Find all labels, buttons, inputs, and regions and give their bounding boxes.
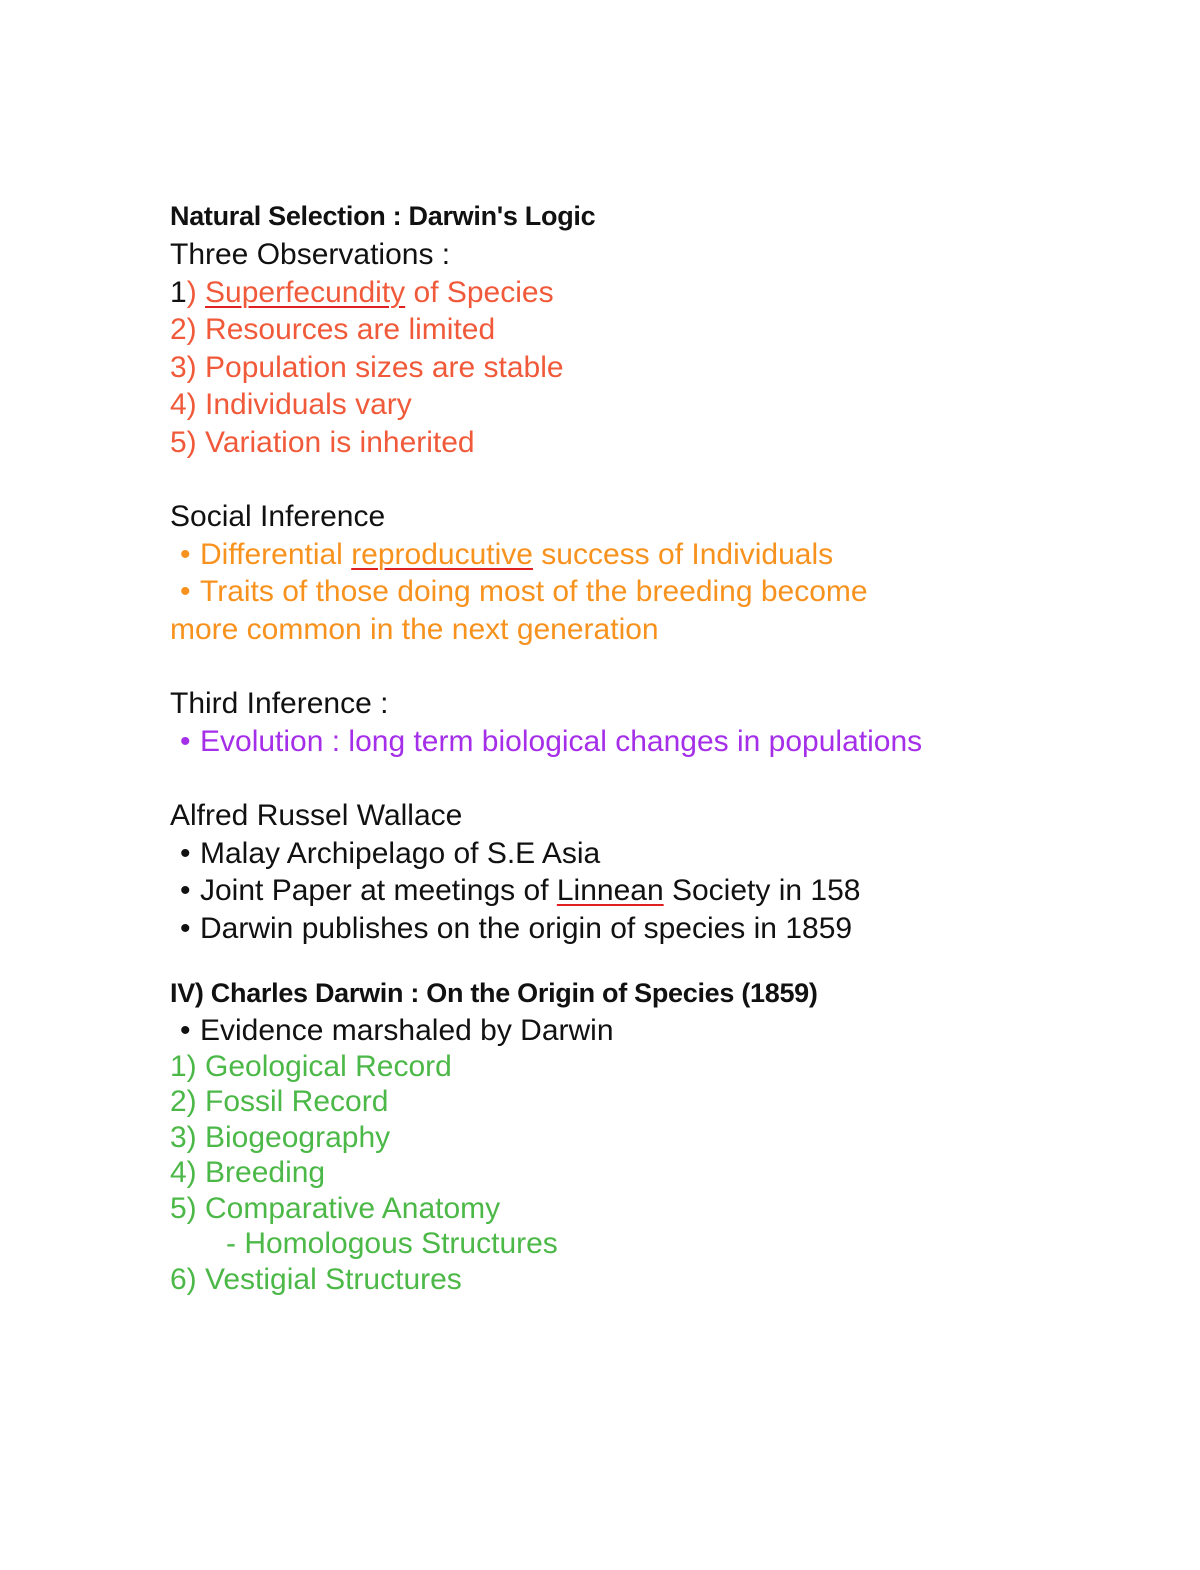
- observation-text: Resources are limited: [205, 313, 496, 346]
- spacer: [170, 648, 1150, 685]
- evidence-item-5: 5) Comparative Anatomy: [170, 1191, 501, 1225]
- bullet-dot: •: [180, 575, 191, 608]
- bullet-text: Joint Paper at meetings of: [200, 874, 557, 907]
- section-title-origin-of-species: IV) Charles Darwin : On the Origin of Species (1859): [170, 978, 818, 1008]
- observation-text: Individuals vary: [205, 388, 412, 421]
- bullet-text: Darwin publishes on the origin of species in 1859: [200, 911, 853, 945]
- observation-item-1: [170, 274, 1150, 312]
- observations-label: Three Observations :: [170, 238, 451, 271]
- evidence-subitem: - Homologous Structures: [226, 1227, 558, 1260]
- evolution-bullet: [170, 723, 1150, 761]
- social-bullet-2-continuation: more common in the next generation: [170, 612, 659, 646]
- bullet-dot: •: [180, 537, 191, 571]
- evidence-item-4: 4) Breeding: [170, 1156, 326, 1189]
- evidence-bullet: [170, 1013, 1150, 1049]
- bullet-dot: •: [180, 1014, 191, 1047]
- section-title-natural-selection: Natural Selection : Darwin's Logic: [170, 201, 596, 231]
- spellcheck-word: Superfecundity: [205, 275, 406, 309]
- document-page: [170, 196, 1150, 1297]
- bullet-dot: •: [180, 724, 191, 758]
- wallace-bullet-1: [170, 835, 1150, 873]
- observation-item-2: [170, 311, 1150, 349]
- observation-text: Population sizes are stable: [205, 350, 564, 384]
- third-inference-label: Third Inference :: [170, 687, 389, 720]
- bullet-dot: •: [180, 836, 191, 870]
- evidence-item-3: 3) Biogeography: [170, 1120, 391, 1154]
- observation-number: 4): [170, 388, 197, 421]
- observation-number: 5): [170, 425, 197, 459]
- spacer: [170, 760, 1150, 797]
- wallace-bullet-3: [170, 910, 1150, 948]
- observation-number: 2): [170, 313, 197, 346]
- social-bullet-1: [170, 536, 1150, 574]
- bullet-dot: •: [180, 911, 191, 945]
- observation-item-3: [170, 349, 1150, 387]
- observation-number: 1: [170, 275, 187, 309]
- bullet-text: Differential: [200, 537, 352, 571]
- bullet-text: Society in 158: [663, 874, 861, 907]
- bullet-dot: •: [180, 874, 191, 907]
- spacer: [170, 461, 1150, 498]
- bullet-text: Malay Archipelago of S.E Asia: [200, 836, 601, 870]
- social-bullet-2: [170, 573, 1150, 611]
- bullet-text: Traits of those doing most of the breeding become: [200, 575, 868, 608]
- observation-item-5: [170, 424, 1150, 462]
- observation-item-4: [170, 386, 1150, 424]
- spellcheck-word: reproducutive: [351, 537, 533, 571]
- observation-paren: ): [186, 275, 197, 309]
- bullet-text: Evidence marshaled by Darwin: [200, 1014, 614, 1047]
- evidence-item-6: 6) Vestigial Structures: [170, 1262, 462, 1296]
- evidence-item-1: 1) Geological Record: [170, 1049, 452, 1083]
- observation-text: of Species: [405, 275, 554, 309]
- evidence-item-2: 2) Fossil Record: [170, 1085, 389, 1118]
- spellcheck-word: Linnean: [556, 874, 664, 907]
- social-inference-label: Social Inference: [170, 500, 386, 533]
- observation-number: 3): [170, 350, 197, 384]
- wallace-bullet-2: [170, 872, 1150, 910]
- bullet-text: Evolution : long term biological changes in populations: [200, 724, 923, 758]
- observation-text: Variation is inherited: [205, 425, 475, 459]
- bullet-text: success of Individuals: [532, 537, 834, 571]
- spacer: [170, 947, 1150, 973]
- wallace-label: Alfred Russel Wallace: [170, 799, 463, 832]
